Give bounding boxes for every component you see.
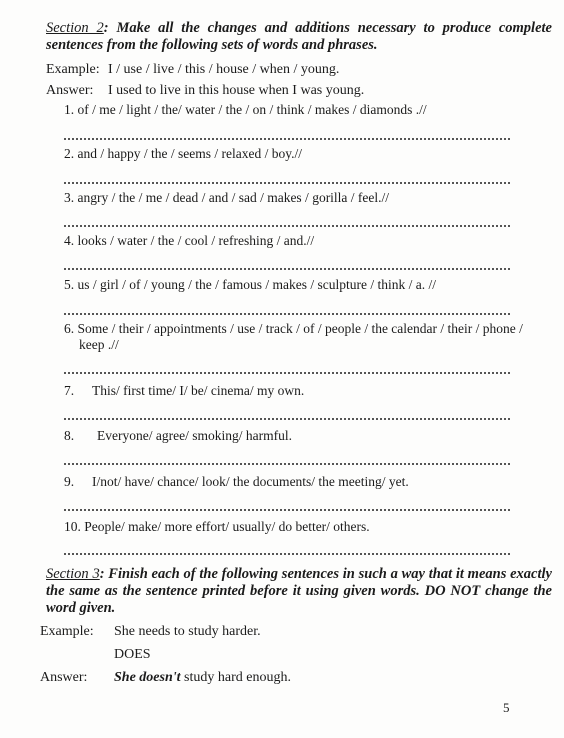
section-2-instruction: : Make all the changes and additions necessary to produce complete sentences from the following sets of words and phrases.: [46, 20, 552, 53]
item-number: 3.: [64, 190, 75, 205]
answer-line-10[interactable]: [64, 551, 510, 555]
section-3-given-word: DOES: [114, 647, 151, 662]
example-text: She needs to study harder.: [114, 624, 261, 639]
section-2-label: Section 2: [46, 20, 104, 36]
exercise-item-6: [64, 321, 550, 353]
exercise-item-2: [64, 146, 550, 162]
page-number: 5: [503, 700, 510, 715]
exercise-item-4: [64, 233, 550, 249]
answer-line-5[interactable]: [64, 311, 510, 315]
exercise-item-10: [64, 519, 550, 535]
item-text: Everyone/ agree/ smoking/ harmful.: [97, 428, 292, 443]
section-3-instruction: : Finish each of the following sentences in such a way that it means exactly the same as the sentence printed before it using given words. DO NOT change the word given.: [46, 566, 552, 616]
exercise-item-7: [64, 383, 550, 399]
section-2-heading: [46, 20, 552, 54]
exercise-item-1: [64, 102, 550, 118]
answer-bold-text: She doesn't: [114, 670, 181, 685]
example-text: I / use / live / this / house / when / young.: [108, 62, 340, 77]
example-label: Example:: [40, 624, 94, 639]
item-text: I/not/ have/ chance/ look/ the documents/ the meeting/ yet.: [92, 474, 409, 489]
item-text-continued: keep .//: [79, 337, 119, 352]
item-number: 7.: [64, 383, 75, 398]
item-number: 10.: [64, 519, 81, 534]
answer-line-7[interactable]: [64, 416, 510, 420]
answer-line-3[interactable]: [64, 223, 510, 227]
item-number: 1.: [64, 102, 75, 117]
answer-text: I used to live in this house when I was young.: [108, 83, 365, 98]
example-label: Example:: [46, 62, 100, 77]
answer-label: Answer:: [46, 83, 94, 98]
item-text: People/ make/ more effort/ usually/ do better/ others.: [84, 519, 370, 534]
section-3-example: [40, 624, 261, 640]
item-number: 5.: [64, 277, 75, 292]
item-text: looks / water / the / cool / refreshing / and.//: [77, 233, 315, 248]
item-number: 2.: [64, 146, 75, 161]
answer-line-2[interactable]: [64, 180, 510, 184]
answer-line-9[interactable]: [64, 507, 510, 511]
item-text: and / happy / the / seems / relaxed / boy.//: [77, 146, 302, 161]
item-text: This/ first time/ I/ be/ cinema/ my own.: [92, 383, 305, 398]
item-text: us / girl / of / young / the / famous / makes / sculpture / think / a. //: [77, 277, 436, 292]
answer-line-4[interactable]: [64, 266, 510, 270]
section-2-answer: [46, 83, 364, 99]
item-text: angry / the / me / dead / and / sad / makes / gorilla / feel.//: [77, 190, 390, 205]
item-text: Some / their / appointments / use / track / of / people / the calendar / their / phone /: [77, 321, 523, 336]
section-3-answer: [40, 670, 291, 686]
item-number: 4.: [64, 233, 75, 248]
answer-line-6[interactable]: [64, 370, 510, 374]
exercise-item-3: [64, 190, 550, 206]
item-text: of / me / light / the/ water / the / on / think / makes / diamonds .//: [77, 102, 427, 117]
section-3-heading: [46, 566, 552, 617]
item-number: 8.: [64, 428, 75, 443]
answer-line-8[interactable]: [64, 461, 510, 465]
exercise-item-9: [64, 474, 550, 490]
item-number: 6.: [64, 321, 75, 336]
section-2-example: [46, 62, 339, 78]
answer-rest-text: study hard enough.: [180, 670, 291, 685]
exercise-item-5: [64, 277, 550, 293]
item-number: 9.: [64, 474, 75, 489]
answer-label: Answer:: [40, 670, 88, 685]
answer-line-1[interactable]: [64, 136, 510, 140]
section-3-label: Section 3: [46, 566, 100, 582]
exercise-item-8: [64, 428, 550, 444]
